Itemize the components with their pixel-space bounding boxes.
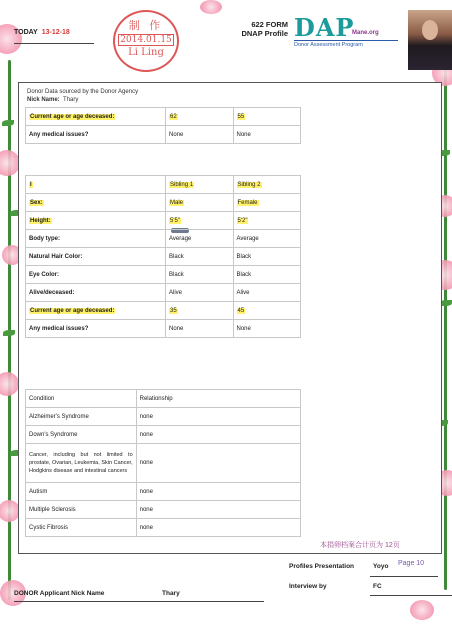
interview-by-value: FC bbox=[373, 583, 382, 590]
table-row: Down's Syndrome none bbox=[26, 426, 301, 444]
table-row: Natural Hair Color: Black Black bbox=[26, 248, 301, 266]
donor-photo bbox=[408, 10, 452, 70]
red-seal-stamp: 制 作 2014.01.15 Li Ling bbox=[113, 10, 179, 72]
donor-section-title: Donor Data sourced by the Donor Agency bbox=[27, 89, 139, 95]
today-label: TODAY 13-12-18 bbox=[14, 29, 70, 36]
table-row: Sex: Male Female bbox=[26, 194, 301, 212]
condition-table bbox=[25, 389, 301, 537]
total-page-count: 本捐卵档案合计页为 12页 bbox=[320, 542, 400, 549]
table-row: Cancer, including but not limited to prostate, Ovarian, Leukemia, Skin Cancer, Hodgkins disease and intestinal cancers none bbox=[26, 444, 301, 483]
table-row: Autism none bbox=[26, 483, 301, 501]
nick-name-line: Nick Name: Thary bbox=[27, 97, 79, 103]
table-row: Alive/deceased: Alive Alive bbox=[26, 284, 301, 302]
table-row: Multiple Sclerosis none bbox=[26, 501, 301, 519]
interview-underline bbox=[370, 595, 452, 596]
table-row: Body type: Average Average bbox=[26, 230, 301, 248]
table-row: Current age or age deceased: 35 45 bbox=[26, 302, 301, 320]
today-date: 13-12-18 bbox=[41, 29, 70, 36]
table-row: Any medical issues? None None bbox=[26, 320, 301, 338]
applicant-underline bbox=[14, 601, 264, 602]
form-title-block bbox=[226, 20, 288, 38]
today-underline bbox=[14, 43, 94, 44]
sibling-table bbox=[25, 175, 301, 338]
form-subtitle: DNAP Profile bbox=[241, 29, 288, 38]
table-row: Height: 5'5" 5'2" bbox=[26, 212, 301, 230]
parent-table bbox=[25, 107, 301, 144]
table-row: Current age or age deceased: 62 55 bbox=[26, 108, 301, 126]
table-row: Cystic Fibrosis none bbox=[26, 519, 301, 537]
dap-logo: DAP Mane.org Donor Assessment Program bbox=[294, 16, 406, 54]
page-number: Page 10 bbox=[398, 560, 425, 567]
table-row: Any medical issues? None None bbox=[26, 126, 301, 144]
form-title: 622 FORM bbox=[251, 20, 288, 29]
applicant-nick-name-label: DONOR Applicant Nick Name bbox=[14, 590, 105, 597]
profile-content-box bbox=[18, 82, 442, 554]
profiles-presentation-value: Yoyo bbox=[373, 563, 389, 570]
applicant-nick-name-value: Thary bbox=[162, 590, 180, 597]
table-row: Alzheimer's Syndrome none bbox=[26, 408, 301, 426]
table-row: I Sibling 1 Sibling 2 bbox=[26, 176, 301, 194]
table-row: Condition Relationship bbox=[26, 390, 301, 408]
table-row: Eye Color: Black Black bbox=[26, 266, 301, 284]
interview-by-label: Interview by bbox=[289, 583, 327, 590]
profiles-presentation-label: Profiles Presentation bbox=[289, 563, 355, 570]
presentation-underline bbox=[370, 576, 438, 577]
